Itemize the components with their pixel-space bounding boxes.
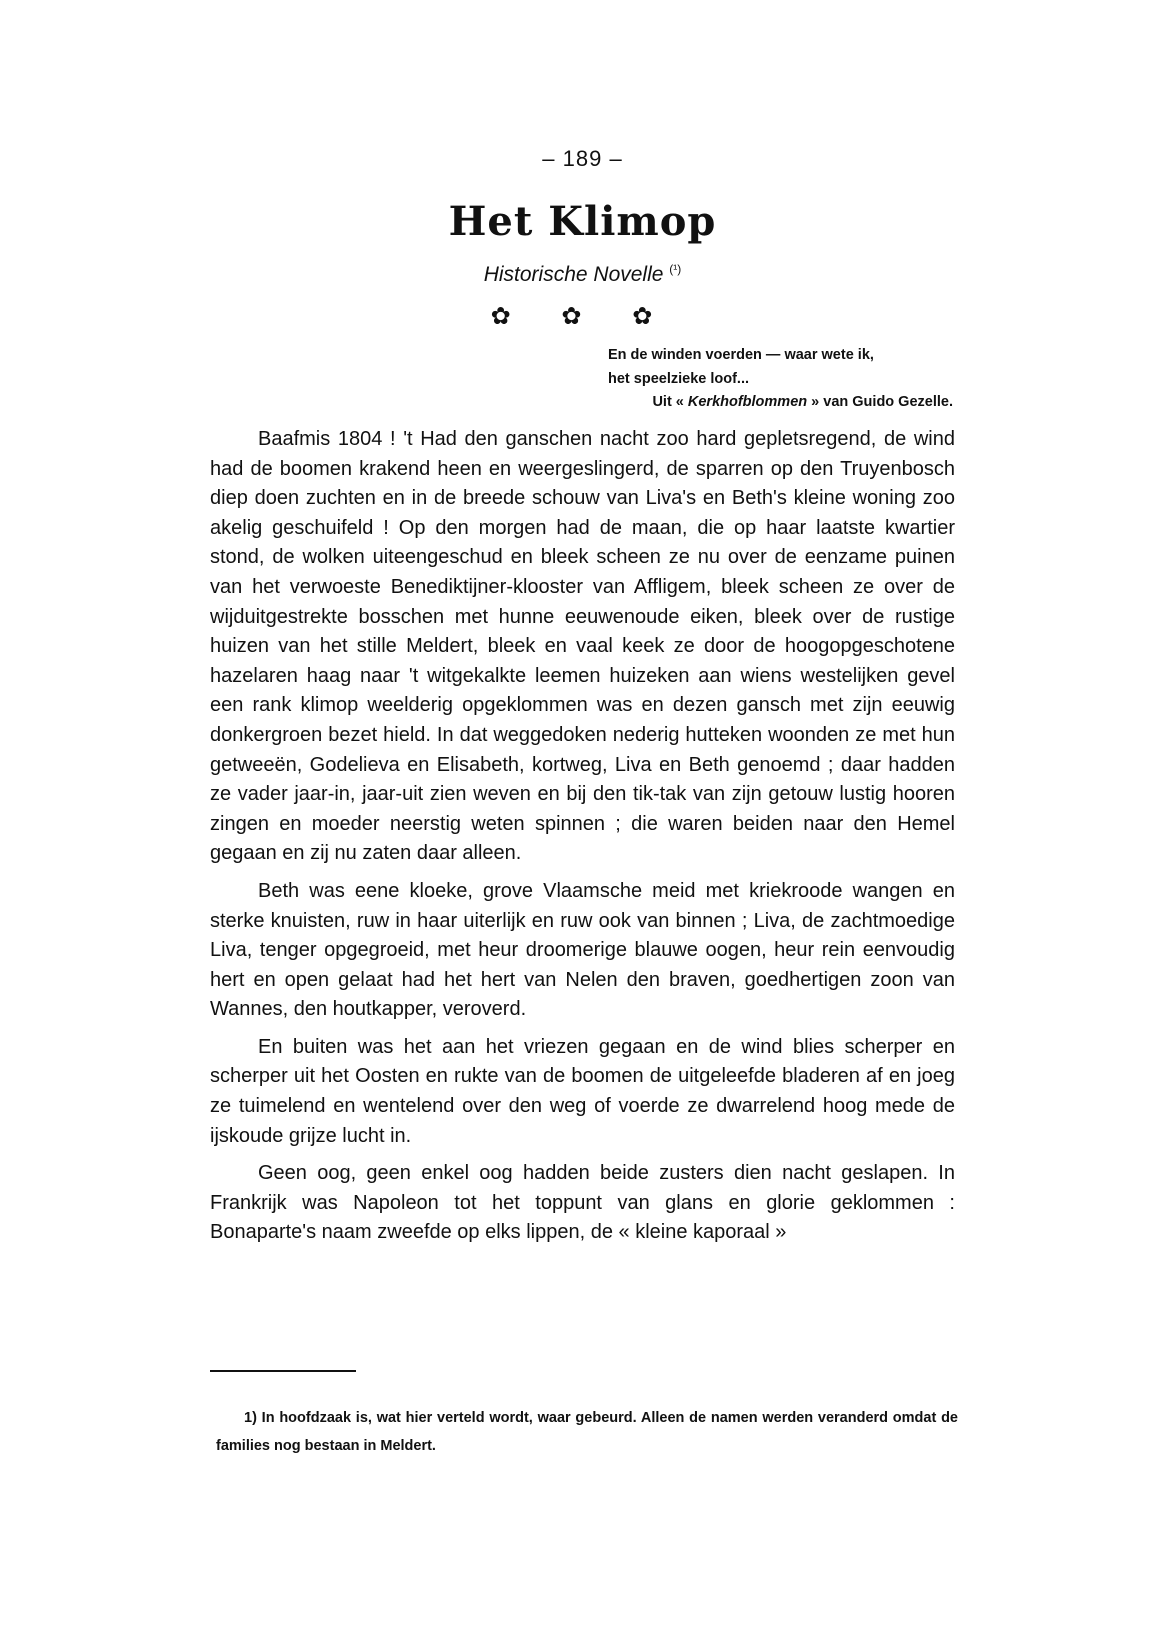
paragraph: Beth was eene kloeke, grove Vlaamsche meid met kriekroode wangen en sterke knuisten, ruw in haar uiterlijk en ruw ook van binnen ; Liva, de zachtmoedige Liva, tenger opgegroeid, met heur droomerige blauwe oogen, heur rein eenvoudig hert en open gelaat had het hert van Nelen den braven, goedhertigen zoon van Wannes, den houtkapper, veroverd. <box>210 879 955 1021</box>
epigraph-source-title: Kerkhofblommen <box>687 394 808 410</box>
footnote-divider <box>210 1370 356 1372</box>
epigraph-source <box>652 394 953 410</box>
body-text <box>210 425 955 1256</box>
subtitle-footnote-marker: (¹) <box>669 262 682 276</box>
epigraph-source-suffix: » van Guido Gezelle. <box>811 394 953 410</box>
paragraph: En buiten was het aan het vriezen gegaan en de wind blies scherper en scherper uit het Oosten en rukte van de boomen de uitgeleefde bladeren af en joeg ze tuimelend en wentelend over den weg of voerde ze dwarrelend hoog mede de ijskoude grijze lucht in. <box>210 1035 955 1147</box>
epigraph <box>608 343 953 391</box>
epigraph-source-prefix: Uit « <box>652 394 684 410</box>
epigraph-line: het speelzieke loof... <box>608 371 750 387</box>
subtitle-text: Historische Novelle <box>483 263 664 286</box>
page-title: Het Klimop <box>448 198 717 245</box>
ornament-flowers-icon: ✿ ✿ ✿ <box>490 303 675 330</box>
page-number: – 189 – <box>542 146 623 171</box>
epigraph-line: En de winden voerden — waar wete ik, <box>608 347 874 363</box>
paragraph: Geen oog, geen enkel oog hadden beide zusters dien nacht geslapen. In Frankrijk was Napoleon tot het toppunt van glans en glorie geklommen : Bonaparte's naam zweefde op elks lippen, de « kleine kaporaal » <box>210 1162 955 1244</box>
footnote: 1) In hoofdzaak is, wat hier verteld wordt, waar gebeurd. Alleen de namen werden veranderd omdat de families nog bestaan in Meldert. <box>216 1410 958 1454</box>
paragraph: Baafmis 1804 ! 't Had den ganschen nacht zoo hard gepletsregend, de wind had de boomen krakend heen en weergeslingerd, de sparren op den Truyenbosch diep doen zuchten en in de breede schouw van Liva's en Beth's kleine woning zoo akelig geschuifeld ! Op den morgen had de maan, die op haar laatste kwartier stond, de wolken uiteengeschud en bleek scheen ze nu over de eenzame puinen van het verwoeste Benediktijner-klooster van Affligem, bleek scheen ze over de wijduitgestrekte bosschen met hunne eeuwenoude eiken, bleek over de rustige huizen van het stille Meldert, bleek en vaal keek ze door de hoogopgeschotene hazelaren haag naar 't witgekalkte leemen huizeken aan wiens westelijken gevel een rank klimop weelderig opgeklommen was en dezen gansch met zijn eeuwig donkergroen bezet hield. In dat weggedoken nederig hutteken woonden ze met hun getweeën, Godelieva en Elisabeth, kortweg, Liva en Beth genoemd ; daar hadden ze vader jaar-in, jaar-uit zien weven en bij den tik-tak van zijn getouw lustig hooren zingen en moeder neerstig weten spinnen ; die waren beiden naar den Hemel gegaan en zij nu zaten daar alleen. <box>210 428 955 865</box>
subtitle <box>0 262 1165 287</box>
